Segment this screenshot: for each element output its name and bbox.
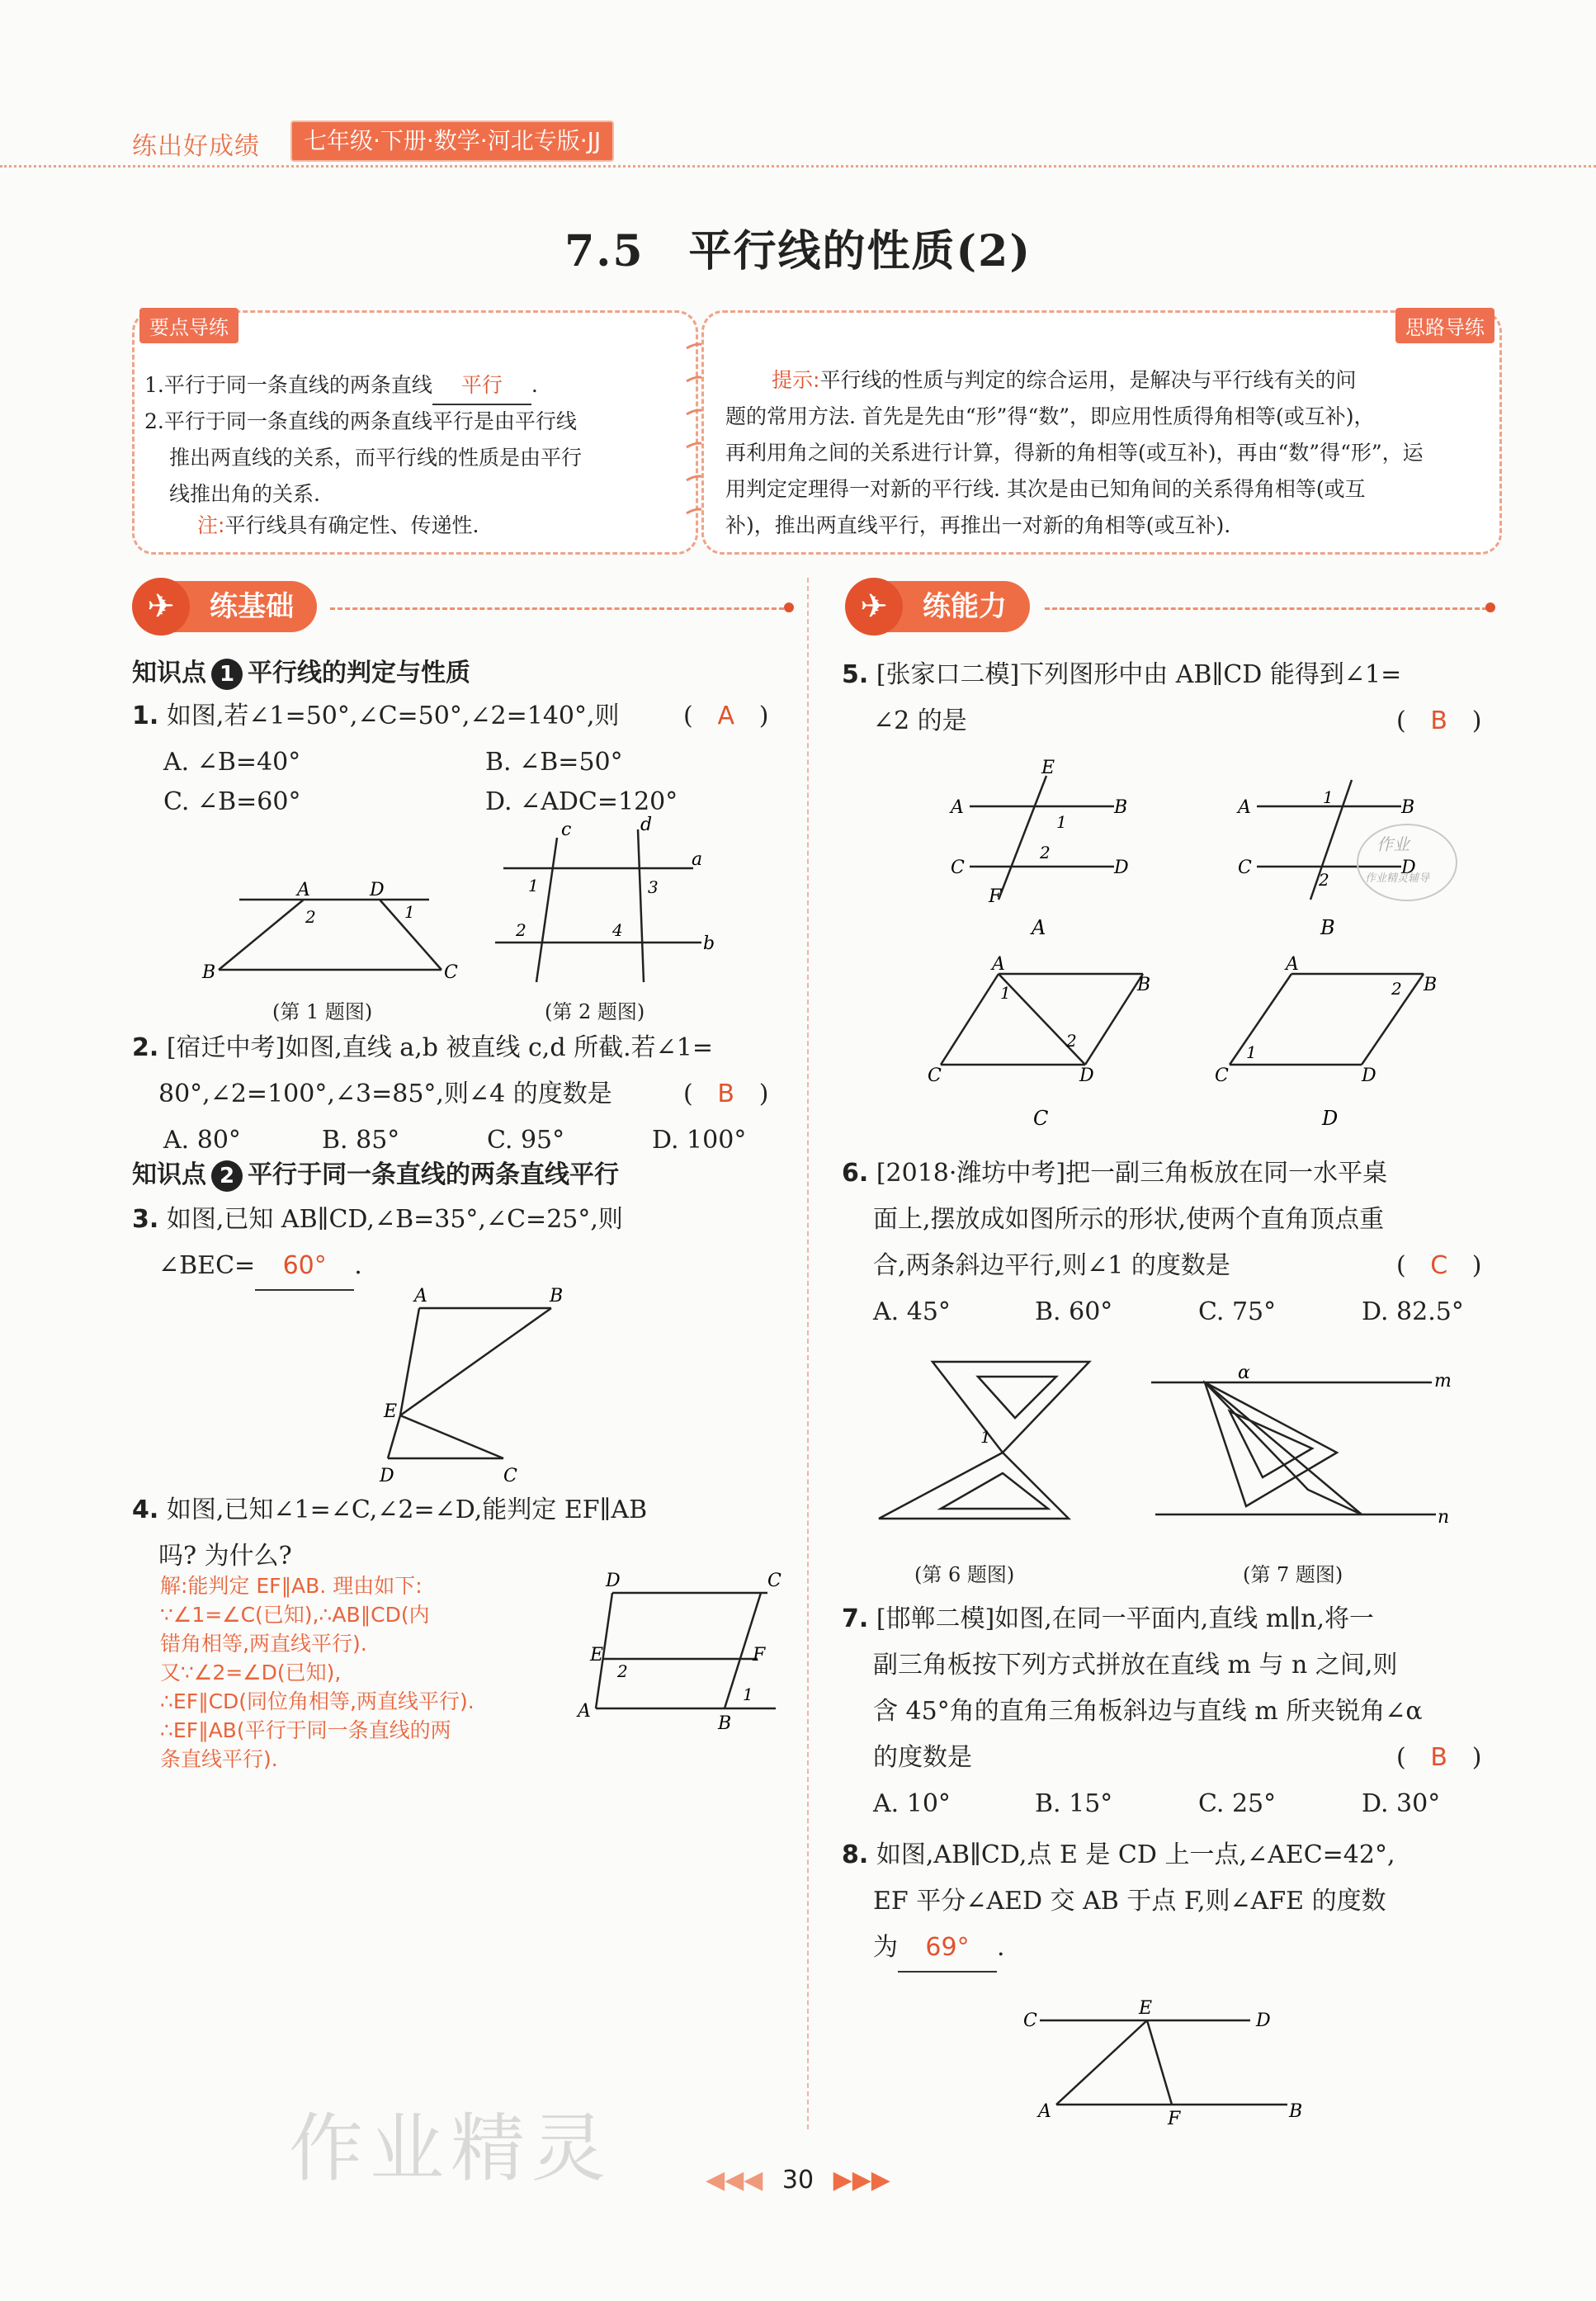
svg-text:1: 1	[528, 876, 539, 895]
svg-text:2: 2	[305, 907, 316, 927]
section-ability-rule	[1045, 607, 1487, 610]
svg-text:1: 1	[743, 1684, 753, 1704]
svg-text:C: C	[1215, 1065, 1229, 1086]
svg-text:E: E	[1041, 758, 1055, 778]
svg-text:D: D	[1114, 858, 1129, 878]
book-tag: 七年级·下册·数学·河北专版·JJ	[290, 120, 614, 162]
svg-text:A: A	[992, 954, 1005, 975]
svg-text:F: F	[989, 886, 1002, 907]
svg-text:a: a	[692, 849, 703, 870]
svg-text:d: d	[640, 815, 653, 835]
q2-answer: B	[717, 1080, 735, 1108]
svg-text:C: C	[951, 858, 965, 878]
svg-text:2: 2	[1066, 1031, 1077, 1051]
svg-text:2: 2	[1391, 979, 1402, 999]
figure-q5a	[949, 758, 1139, 939]
hint-box	[701, 310, 1502, 555]
q3-answer: 60°	[255, 1243, 354, 1291]
q1-answer: A	[717, 702, 734, 730]
column-divider	[807, 578, 809, 2129]
svg-text:作业: 作业	[1376, 834, 1409, 854]
svg-text:A: A	[1038, 2101, 1051, 2122]
runner-icon: ✈	[132, 578, 190, 635]
figure-q4	[578, 1568, 784, 1733]
figure-1-caption: (第 1 题图)	[272, 1000, 373, 1023]
brand-label: 练出好成绩	[132, 132, 260, 161]
svg-text:2: 2	[617, 1661, 628, 1681]
svg-text:A: A	[297, 880, 310, 900]
svg-text:A: A	[1238, 797, 1251, 818]
question-8: 8. 如图,AB∥CD,点 E 是 CD 上一点,∠AEC=42°, EF 平分∠AED 交 AB 于点 F,则∠AFE 的度数 为 69° .	[842, 1832, 1502, 1973]
q5-answer: B	[1430, 706, 1448, 735]
svg-text:作业精灵辅导: 作业精灵辅导	[1365, 872, 1430, 885]
header-divider	[0, 165, 1596, 168]
section-basic-dot	[784, 602, 794, 612]
figure-q2	[487, 817, 734, 999]
svg-text:C: C	[767, 1571, 781, 1591]
svg-text:m: m	[1434, 1371, 1452, 1391]
section-basic-rule	[330, 607, 784, 610]
svg-text:C: C	[444, 962, 458, 983]
svg-text:E: E	[590, 1645, 604, 1666]
key-point-1: 1.平行于同一条直线的两条直线 平行 .	[144, 367, 689, 405]
question-7: 7. [邯郸二模]如图,在同一平面内,直线 m∥n,将一 副三角板按下列方式拼放在直线 m 与 n 之间,则 含 45°角的直角三角板斜边与直线 m 所夹锐角∠α 的度数是 ( B ) A. 10° B. 15° C. 25° D. 30°	[842, 1604, 1482, 1818]
q5-label-c: C	[1033, 1107, 1049, 1130]
figure-q7	[1147, 1362, 1469, 1535]
svg-text:D: D	[370, 880, 385, 900]
figure-q3	[363, 1283, 578, 1490]
question-1: 1. 如图,若∠1=50°,∠C=50°,∠2=140°,则 ( A ) A. ∠B=40° B. ∠B=50° C. ∠B=60° D. ∠ADC=120°	[132, 693, 792, 819]
figure-q8	[1015, 1989, 1329, 2138]
section-basic-header: 练基础	[134, 581, 317, 632]
svg-text:D: D	[1401, 858, 1416, 878]
key-points-tag: 要点导练	[139, 308, 238, 343]
question-3: 3. 如图,已知 AB∥CD,∠B=35°,∠C=25°,则 ∠BEC= 60° .	[132, 1197, 792, 1291]
figure-q5c	[924, 954, 1172, 1131]
svg-text:2: 2	[1319, 870, 1329, 890]
figure-q1	[198, 867, 458, 999]
q5-label-a: A	[1032, 916, 1046, 939]
figure-q6	[866, 1354, 1106, 1535]
hint-text: 提示:平行线的性质与判定的综合运用，是解决与平行线有关的问 题的常用方法. 首先是先由“形”得“数”，即应用性质得角相等(或互补)， 再利用角之间的关系进行计算，得新的角相等(或互补)，再由“数”得“形”，运 用判定定理得一对新的平行线. 其次是由已知角间的关系得角相等(或互 补)，推出两直线平行，再推出一对新的角相等(或互补).	[725, 368, 1424, 537]
key-point-note: 注:平行线具有确定性、传递性.	[197, 513, 479, 537]
q7-answer: B	[1430, 1743, 1448, 1772]
svg-text:1: 1	[1246, 1042, 1257, 1062]
svg-text:D: D	[1079, 1065, 1094, 1086]
svg-text:D: D	[380, 1466, 394, 1486]
section-ability-dot	[1485, 602, 1495, 612]
question-6: 6. [2018·潍坊中考]把一副三角板放在同一水平桌 面上,摆放成如图所示的形状,使两个直角顶点重 合,两条斜边平行,则∠1 的度数是 ( C ) A. 45° B. 60° C. 75° D. 82.5°	[842, 1159, 1482, 1326]
svg-text:n: n	[1438, 1507, 1450, 1528]
svg-text:B: B	[1137, 975, 1151, 995]
svg-text:c: c	[561, 820, 572, 840]
svg-text:D: D	[606, 1571, 621, 1591]
page-number: ◀◀◀ 30 ▶▶▶	[706, 2166, 890, 2195]
svg-text:C: C	[1238, 858, 1252, 878]
svg-text:3: 3	[648, 877, 659, 897]
q5-label-b: B	[1320, 916, 1335, 939]
svg-text:C: C	[1023, 2010, 1037, 2031]
svg-text:B: B	[718, 1713, 732, 1734]
section-ability-header: 练能力	[847, 581, 1030, 632]
svg-text:B: B	[1114, 797, 1128, 818]
svg-text:b: b	[703, 933, 715, 954]
q6-answer: C	[1430, 1251, 1448, 1280]
knowledge-point-1: 知识点 1 平行线的判定与性质	[132, 652, 470, 690]
svg-text:B: B	[1401, 797, 1415, 818]
svg-text:A: A	[1286, 954, 1299, 975]
question-5: 5. [张家口二模]下列图形中由 AB∥CD 能得到∠1= ∠2 的是 ( B )	[842, 652, 1502, 744]
question-2: 2. [宿迁中考]如图,直线 a,b 被直线 c,d 所截.若∠1= 80°,∠2=100°,∠3=85°,则∠4 的度数是 ( B ) A. 80° B. 85° C. 95° D. 100°	[132, 1033, 769, 1155]
figure-7-caption: (第 7 题图)	[1243, 1563, 1343, 1586]
question-4: 4. 如图,已知∠1=∠C,∠2=∠D,能判定 EF∥AB 吗? 为什么?	[132, 1495, 648, 1571]
figure-2-caption: (第 2 题图)	[545, 1000, 645, 1023]
prev-arrows-icon: ◀◀◀	[706, 2166, 763, 2195]
svg-text:C: C	[928, 1065, 942, 1086]
svg-text:E: E	[384, 1401, 398, 1422]
watermark: 作业精灵	[289, 2105, 612, 2192]
stamp-icon	[1353, 817, 1461, 908]
svg-text:F: F	[753, 1645, 766, 1666]
svg-text:A: A	[578, 1701, 591, 1722]
svg-text:B: B	[1424, 975, 1438, 995]
svg-text:2: 2	[516, 920, 526, 940]
svg-text:B: B	[1289, 2101, 1303, 2122]
q8-answer: 69°	[898, 1925, 997, 1973]
svg-text:D: D	[1256, 2010, 1271, 2031]
svg-text:1: 1	[404, 902, 415, 922]
hint-tag: 思路导练	[1395, 308, 1494, 343]
svg-text:1: 1	[1056, 812, 1067, 832]
svg-text:B: B	[550, 1286, 564, 1306]
svg-text:A: A	[951, 797, 964, 818]
next-arrows-icon: ▶▶▶	[833, 2166, 890, 2195]
svg-text:2: 2	[1040, 843, 1051, 862]
figure-6-caption: (第 6 题图)	[914, 1563, 1015, 1586]
svg-text:1: 1	[980, 1427, 991, 1447]
svg-text:E: E	[1139, 1998, 1153, 2019]
svg-text:1: 1	[1000, 983, 1011, 1003]
svg-text:F: F	[1168, 2109, 1181, 2129]
svg-text:D: D	[1362, 1065, 1376, 1086]
knowledge-point-2: 知识点 2 平行于同一条直线的两条直线平行	[132, 1154, 619, 1192]
runner-icon: ✈	[845, 578, 903, 635]
figure-q5d	[1213, 954, 1461, 1131]
q5-label-d: D	[1322, 1107, 1339, 1130]
svg-text:α: α	[1238, 1363, 1250, 1383]
svg-text:B: B	[202, 962, 216, 983]
key-point-2: 2.平行于同一条直线的两条直线平行是由平行线 推出两直线的关系，而平行线的性质是由平行 线推出角的关系.	[144, 409, 583, 506]
page-title: 7.5 平行线的性质(2)	[564, 226, 1032, 276]
svg-text:C: C	[503, 1466, 517, 1486]
q4-solution: 解:能判定 EF∥AB. 理由如下: ∵∠1=∠C(已知),∴AB∥CD(内 错角相等,两直线平行). 又∵∠2=∠D(已知), ∴EF∥CD(同位角相等,两直线平行). ∴EF∥AB(平行于同一条直线的两 条直线平行).	[160, 1574, 475, 1771]
svg-text:4: 4	[612, 920, 623, 940]
key-point-1-answer: 平行	[432, 367, 531, 405]
svg-text:A: A	[414, 1286, 427, 1306]
svg-text:1: 1	[1323, 787, 1334, 807]
key-points-box	[132, 310, 698, 555]
